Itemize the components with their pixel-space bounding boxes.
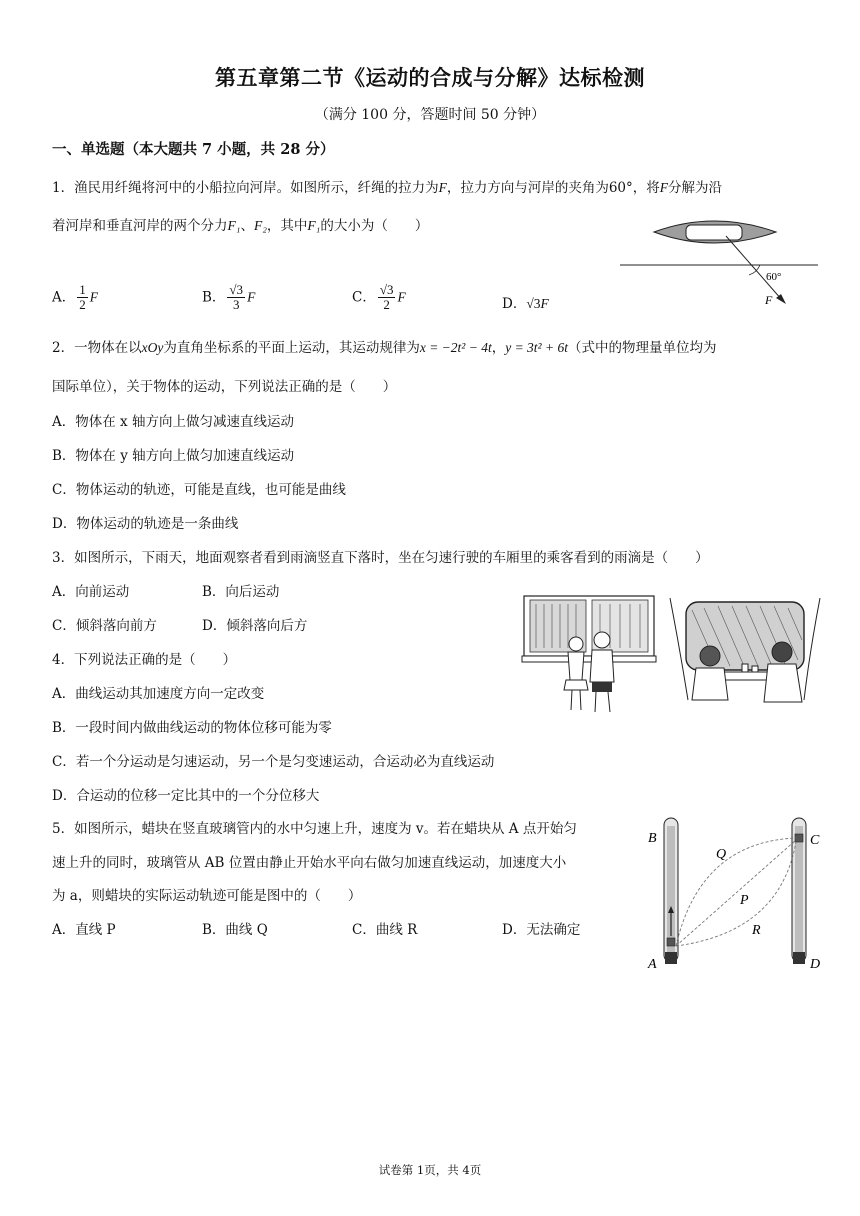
q3-line1: 3．如图所示，下雨天，地面观察者看到雨滴竖直下落时，坐在匀速行驶的车厢里的乘客看到的雨滴是（ ） bbox=[52, 550, 709, 566]
q4-line1: 4．下列说法正确的是（ ） bbox=[52, 652, 237, 668]
label-b: B bbox=[648, 831, 657, 846]
q2-option-c[interactable]: C．物体运动的轨迹，可能是直线，也可能是曲线 bbox=[52, 482, 346, 498]
q3-option-a[interactable]: A．向前运动 bbox=[52, 584, 130, 600]
q1-option-d[interactable]: D．√3F bbox=[502, 296, 549, 312]
q1-option-c[interactable]: C． $\frac{√3}{2}$ F bbox=[352, 282, 406, 313]
q2-line2: 国际单位），关于物体的运动，下列说法正确的是（ ） bbox=[52, 379, 397, 395]
q5-option-b[interactable]: B．曲线 Q bbox=[202, 922, 268, 938]
section-heading: 一、单选题（本大题共 7 小题，共 28 分） bbox=[52, 141, 335, 158]
boat-figure bbox=[618, 212, 828, 308]
q1-option-b[interactable]: B． $\frac{√3}{3}$ F bbox=[202, 282, 256, 313]
label-p: P bbox=[740, 893, 749, 908]
rope-line bbox=[726, 236, 782, 300]
page-title: 第五章第二节《运动的合成与分解》达标检测 bbox=[215, 65, 645, 90]
left-tube bbox=[664, 818, 678, 964]
tube-figure bbox=[640, 812, 830, 974]
q1-line2: 着河岸和垂直河岸的两个分力F₁、F₂，其中F₁的大小为（ ） bbox=[52, 218, 429, 234]
q3-option-d[interactable]: D．倾斜落向后方 bbox=[202, 618, 308, 634]
rain-figure bbox=[520, 590, 828, 718]
q4-option-b[interactable]: B．一段时间内做曲线运动的物体位移可能为零 bbox=[52, 720, 332, 736]
angle-label: 60° bbox=[766, 271, 782, 283]
q5-line1: 5．如图所示，蜡块在竖直玻璃管内的水中匀速上升，速度为 v。若在蜡块从 A 点开始匀 bbox=[52, 821, 577, 837]
train-window-scene bbox=[670, 598, 820, 702]
q5-option-a[interactable]: A．直线 P bbox=[52, 922, 116, 938]
ground-window-scene bbox=[522, 596, 656, 712]
label-r: R bbox=[752, 923, 761, 938]
q2-option-b[interactable]: B．物体在 y 轴方向上做匀加速直线运动 bbox=[52, 448, 295, 464]
q1-line1: 1．渔民用纤绳将河中的小船拉向河岸。如图所示，纤绳的拉力为F，拉力方向与河岸的夹角为60°，将F分解为沿 bbox=[52, 180, 723, 196]
boat-cabin bbox=[686, 225, 742, 240]
page-footer: 试卷第 1页，共 4页 bbox=[378, 1163, 482, 1177]
q5-option-c[interactable]: C．曲线 R bbox=[352, 922, 418, 938]
force-label: F bbox=[765, 293, 773, 307]
q2-line1: 2．一物体在以xOy为直角坐标系的平面上运动，其运动规律为x = −2t² − 4t，y = 3t² + 6t（式中的物理量单位均为 bbox=[52, 340, 717, 356]
right-tube bbox=[792, 818, 806, 964]
q3-option-b[interactable]: B．向后运动 bbox=[202, 584, 280, 600]
q1-option-a[interactable]: A． $\frac{1}{2}$ F bbox=[52, 282, 98, 313]
q5-option-d[interactable]: D．无法确定 bbox=[502, 922, 581, 938]
q3-option-c[interactable]: C．倾斜落向前方 bbox=[52, 618, 157, 634]
q4-option-d[interactable]: D．合运动的位移一定比其中的一个分位移大 bbox=[52, 788, 320, 804]
q5-line3: 为 a，则蜡块的实际运动轨迹可能是图中的（ ） bbox=[52, 888, 362, 904]
q2-option-a[interactable]: A．物体在 x 轴方向上做匀减速直线运动 bbox=[52, 414, 294, 430]
exam-info: （满分 100 分，答题时间 50 分钟） bbox=[314, 107, 546, 123]
path-q bbox=[676, 838, 796, 946]
path-p bbox=[676, 840, 796, 946]
q5-line2: 速上升的同时，玻璃管从 AB 位置由静止开始水平向右做匀加速直线运动，加速度大小 bbox=[52, 855, 567, 871]
label-a: A bbox=[648, 957, 657, 972]
q2-option-d[interactable]: D．物体运动的轨迹是一条曲线 bbox=[52, 516, 239, 532]
q4-option-a[interactable]: A．曲线运动其加速度方向一定改变 bbox=[52, 686, 265, 702]
label-c: C bbox=[810, 833, 820, 848]
trajectories bbox=[676, 838, 796, 946]
label-d: D bbox=[810, 957, 821, 972]
path-r bbox=[676, 842, 796, 946]
label-q: Q bbox=[716, 847, 727, 862]
q4-option-c[interactable]: C．若一个分运动是匀速运动，另一个是匀变速运动，合运动必为直线运动 bbox=[52, 754, 495, 770]
